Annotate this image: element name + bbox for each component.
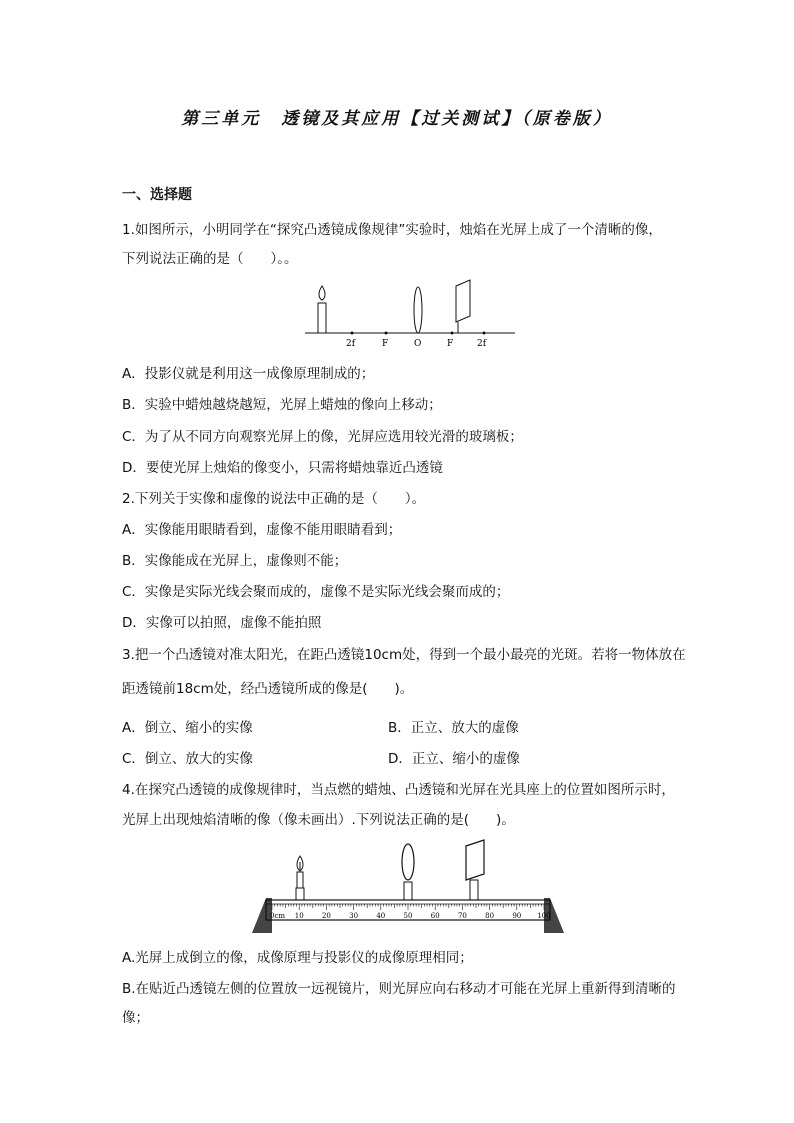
q4-option-a: A.光屏上成倒立的像，成像原理与投影仪的成像原理相同；	[122, 950, 473, 966]
q4-stem-line2: 光屏上出现烛焰清晰的像（像未画出）.下列说法正确的是( )。	[122, 812, 515, 828]
q2-option-d: D．实像可以拍照，虚像不能拍照	[122, 615, 322, 631]
candle-holder	[296, 888, 304, 900]
q3-stem-line1: 3.把一个凸透镜对准太阳光，在距凸透镜10cm处，得到一个最小最亮的光斑。若将一物体放在	[122, 647, 686, 663]
screen-icon	[456, 280, 470, 322]
q1-option-a: A．投影仪就是利用这一成像原理制成的；	[122, 366, 375, 382]
ruler-label: 40	[376, 912, 386, 920]
section-heading: 一、选择题	[122, 187, 192, 203]
ruler-label: 30	[349, 912, 359, 920]
screen-icon	[466, 840, 484, 880]
lens-icon	[414, 287, 422, 333]
q4-figure-optical-bench	[248, 838, 568, 938]
q1-option-c: C．为了从不同方向观察光屏上的像，光屏应选用较光滑的玻璃板；	[122, 429, 523, 445]
q3-option-a: A．倒立、缩小的实像	[122, 720, 253, 736]
candle-icon	[297, 872, 303, 888]
label-2f-right: 2f	[477, 339, 487, 348]
ruler-label: 0cm	[270, 912, 286, 920]
candle-icon	[318, 303, 326, 333]
q4-option-b-line1: B.在贴近凸透镜左侧的位置放一远视镜片，则光屏应向右移动才可能在光屏上重新得到清晰的	[122, 981, 676, 997]
ruler-label: 60	[430, 912, 440, 920]
q2-option-c: C．实像是实际光线会聚而成的，虚像不是实际光线会聚而成的；	[122, 584, 510, 600]
q4-stem-line1: 4.在探究凸透镜的成像规律时，当点燃的蜡烛、凸透镜和光屏在光具座上的位置如图所示时，	[122, 782, 675, 798]
q2-option-a: A．实像能用眼睛看到，虚像不能用眼睛看到；	[122, 522, 402, 538]
flame-icon	[319, 286, 325, 300]
q3-option-b: B．正立、放大的虚像	[388, 720, 519, 736]
ruler-label: 50	[403, 912, 413, 920]
label-f-left: F	[382, 339, 389, 348]
q1-option-d: D．要使光屏上烛焰的像变小，只需将蜡烛靠近凸透镜	[122, 460, 443, 476]
ruler-label: 10	[294, 912, 304, 920]
q1-stem-line1: 1.如图所示，小明同学在“探究凸透镜成像规律”实验时，烛焰在光屏上成了一个清晰的像，	[122, 222, 662, 238]
ruler-label: 70	[457, 912, 467, 920]
q3-option-c: C．倒立、放大的实像	[122, 751, 253, 767]
q3-stem-line2: 距透镜前18cm处，经凸透镜所成的像是( )。	[122, 681, 414, 697]
ruler-label: 80	[485, 912, 495, 920]
q1-figure-optical-bench	[300, 278, 520, 348]
q4-option-b-line2: 像；	[122, 1010, 149, 1026]
label-2f-left: 2f	[346, 339, 356, 348]
lens-icon	[402, 844, 414, 880]
q3-option-d: D．正立、缩小的虚像	[388, 751, 520, 767]
q2-option-b: B．实像能成在光屏上，虚像则不能；	[122, 553, 348, 569]
q1-option-b: B．实验中蜡烛越烧越短，光屏上蜡烛的像向上移动；	[122, 397, 442, 413]
q2-stem: 2.下列关于实像和虚像的说法中正确的是（ ）。	[122, 491, 426, 507]
page-title: 第三单元 透镜及其应用【过关测试】（原卷版）	[181, 109, 613, 129]
label-f-right: F	[447, 339, 454, 348]
label-o: O	[414, 339, 422, 348]
ruler-label: 90	[512, 912, 522, 920]
ruler-label: 20	[321, 912, 331, 920]
q1-stem-line2: 下列说法正确的是（ ）。。	[122, 251, 298, 267]
ruler-label: 100	[537, 912, 551, 920]
